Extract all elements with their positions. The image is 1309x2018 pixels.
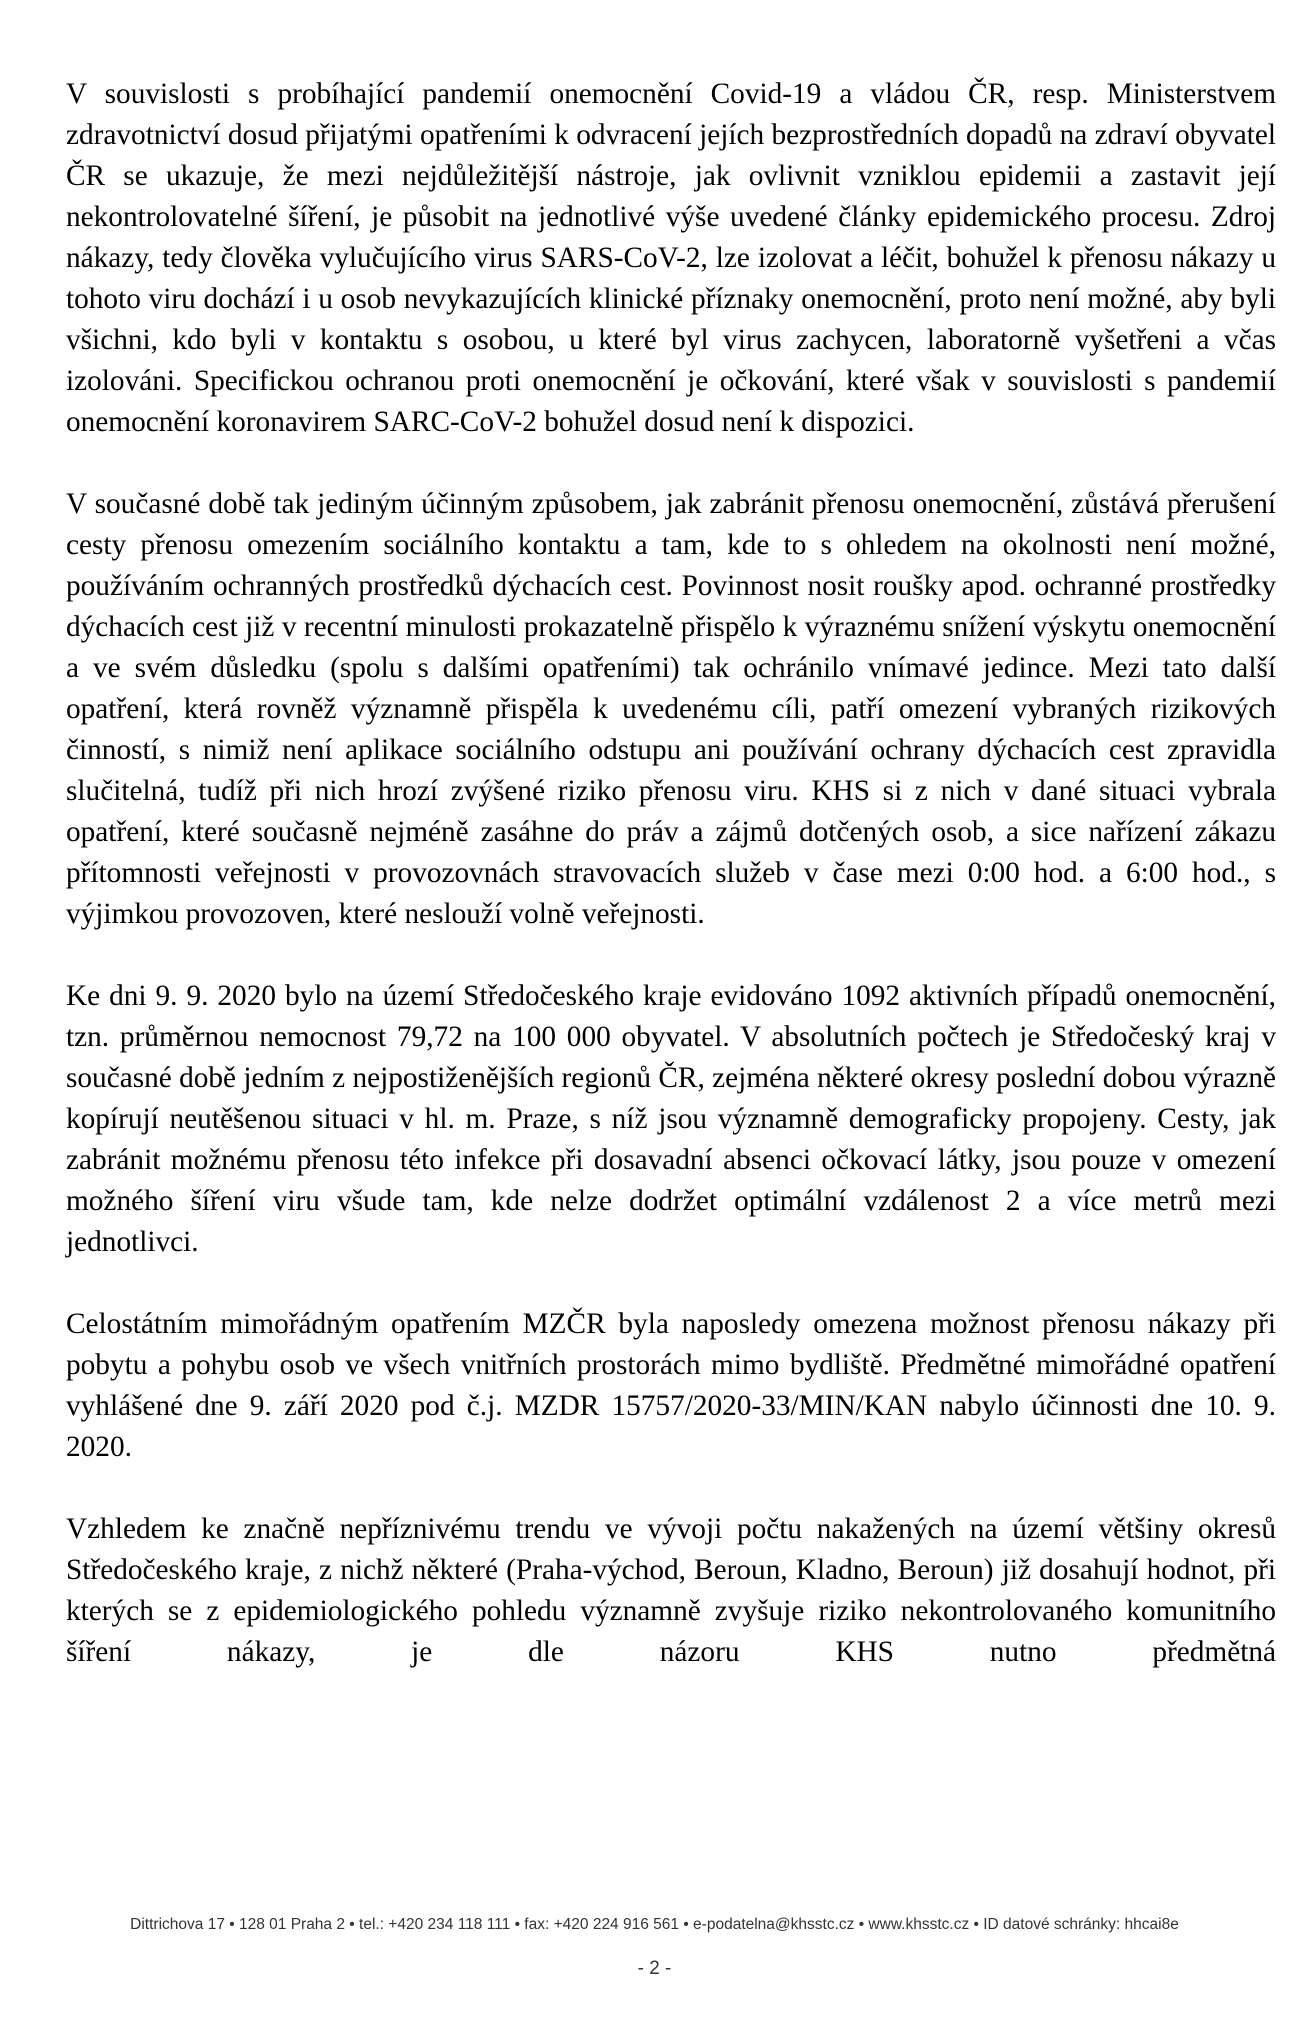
paragraph-5: Vzhledem ke značně nepříznivému trendu ve vývoji počtu nakažených na území většiny okresů Středočeského kraje, z nichž některé (Praha-východ, Beroun, Kladno, Beroun) již dosahují hodnot, při kterých se z epidemiologického pohledu významně zvyšuje riziko nekontrolovaného komunitního šíření nákazy, je dle názoru KHS nutno předmětná [66, 1513, 1276, 1668]
footer-contact: Dittrichova 17 • 128 01 Praha 2 • tel.: +420 234 118 111 • fax: +420 224 916 561 • e-podatelna@khsstc.cz • www.khsstc.cz • ID datové schránky: hhcai8e [130, 1916, 1179, 1933]
paragraph-4: Celostátním mimořádným opatřením MZČR byla naposledy omezena možnost přenosu nákazy při pobytu a pohybu osob ve všech vnitřních prostorách mimo bydliště. Předmětné mimořádné opatření vyhlášené dne 9. září 2020 pod č.j. MZDR 15757/2020-33/MIN/KAN nabylo účinnosti dne 10. 9. 2020. [66, 1308, 1276, 1463]
page-number: - 2 - [637, 1958, 672, 1979]
document-body [66, 74, 1276, 1714]
paragraph-3: Ke dni 9. 9. 2020 bylo na území Středočeského kraje evidováno 1092 aktivních případů onemocnění, tzn. průměrnou nemocnost 79,72 na 100 000 obyvatel. V absolutních počtech je Středočeský kraj v současné době jedním z nejpostiženějších regionů ČR, zejména některé okresy poslední dobou výrazně kopírují neutěšenou situaci v hl. m. Praze, s níž jsou významně demograficky propojeny. Cesty, jak zabránit možnému přenosu této infekce při dosavadní absenci očkovací látky, jsou pouze v omezení možného šíření viru všude tam, kde nelze dodržet optimální vzdálenost 2 a více metrů mezi jednotlivci. [66, 980, 1276, 1258]
paragraph-1: V souvislosti s probíhající pandemií onemocnění Covid-19 a vládou ČR, resp. Ministerstvem zdravotnictví dosud přijatými opatřeními k odvracení jejích bezprostředních dopadů na zdraví obyvatel ČR se ukazuje, že mezi nejdůležitější nástroje, jak ovlivnit vzniklou epidemii a zastavit její nekontrolovatelné šíření, je působit na jednotlivé výše uvedené články epidemického procesu. Zdroj nákazy, tedy člověka vylučujícího virus SARS-CoV-2, lze izolovat a léčit, bohužel k přenosu nákazy u tohoto viru dochází i u osob nevykazujících klinické příznaky onemocnění, proto není možné, aby byli všichni, kdo byli v kontaktu s osobou, u které byl virus zachycen, laboratorně vyšetřeni a včas izolováni. Specifickou ochranou proti onemocnění je očkování, které však v souvislosti s pandemií onemocnění koronavirem SARC-CoV-2 bohužel dosud není k dispozici. [66, 78, 1276, 438]
paragraph-2: V současné době tak jediným účinným způsobem, jak zabránit přenosu onemocnění, zůstává přerušení cesty přenosu omezením sociálního kontaktu a tam, kde to s ohledem na okolnosti není možné, používáním ochranných prostředků dýchacích cest. Povinnost nosit roušky apod. ochranné prostředky dýchacích cest již v recentní minulosti prokazatelně přispělo k výraznému snížení výskytu onemocnění a ve svém důsledku (spolu s dalšími opatřeními) tak ochránilo vnímavé jedince. Mezi tato další opatření, která rovněž významně přispěla k uvedenému cíli, patří omezení vybraných rizikových činností, s nimiž není aplikace sociálního odstupu ani používání ochrany dýchacích cest zpravidla slučitelná, tudíž při nich hrozí zvýšené riziko přenosu viru. KHS si z nich v dané situaci vybrala opatření, které současně nejméně zasáhne do práv a zájmů dotčených osob, a sice nařízení zákazu přítomnosti veřejnosti v provozovnách stravovacích služeb v čase mezi 0:00 hod. a 6:00 hod., s výjimkou provozoven, které neslouží volně veřejnosti. [66, 488, 1276, 930]
